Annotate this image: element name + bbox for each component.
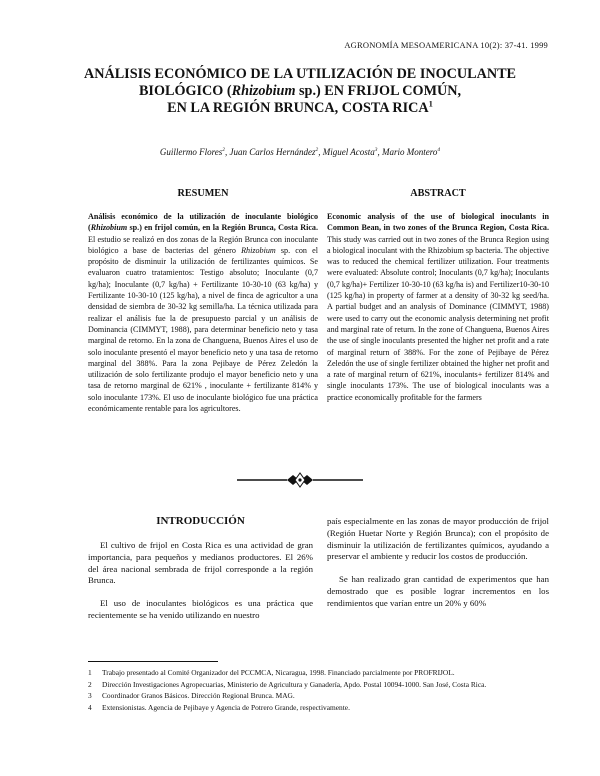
author: Mario Montero$^4$: [381, 147, 441, 157]
footnote: 4 Extensionistas. Agencia de Pejibaye y Agencia de Potrero Grande, respectivamente.: [88, 702, 350, 712]
resumen-body: Análisis económico de la utilización de inoculante biológico (Rhizobium sp.) en frijol común, en la Región Brunca, Costa Rica. El estudio se realizó en dos zonas de la Región Brunca con inoculante biológico a base de bacterias del género Rhizobium sp. con el propósito de disminuir la utilización de fertilizantes químicos. Se evaluaron cuatro tratamientos: Testigo absoluto; Inoculante (0,7 kg/ha); Inoculante (0,7 kg/ha) + Fertilizante 10-30-10 (63 kg/ha) y Fertilizante 10-30-10 (125 kg/ha), a nivel de finca de agricultor a una densidad de siembra de 30-32 kg semilla/ha. La técnica utilizada para realizar el análisis fue la de presupuesto parcial y un análisis de Dominancia (CIMMYT, 1988), para determinar beneficio neto y tasa marginal de retorno. En la zona de Changuena, Buenos Aires el uso de solo inoculante presentó el mayor beneficio neto y una tasa de retorno marginal del 388%. Para la zona Pejibaye de Pérez Zeledón la utilización de solo fertilizante produjo el mayor beneficio neto y una tasa de retorno marginal de 621% , inoculante + fertilizante 814% y solo inoculante 173%. El uso de inoculante biológico fue una práctica económicamente rentable para los agricultores.: [88, 212, 318, 414]
introduccion-heading: INTRODUCCIÓN: [156, 515, 245, 527]
intro-column-right: [327, 516, 549, 610]
abstract-heading: ABSTRACT: [410, 188, 466, 199]
running-header: AGRONOMÍA MESOAMERICANA 10(2): 37-41. 1999: [344, 40, 548, 50]
author: Miguel Acosta$^3$,: [322, 147, 382, 157]
intro-paragraph: Se han realizado gran cantidad de experimentos que han demostrado que es posible lograr incrementos en los rendimientos que varían entre un 20% y 60%: [327, 574, 549, 608]
ornament-divider-icon: [225, 470, 375, 490]
resumen-heading: RESUMEN: [177, 188, 229, 199]
footnote: 3 Coordinador Granos Básicos. Dirección Regional Brunca. MAG.: [88, 691, 295, 701]
intro-column-left: [88, 540, 313, 622]
title-line-2: BIOLÓGICO (Rhizobium sp.) EN FRIJOL COMÚN,: [138, 83, 462, 99]
intro-paragraph: El cultivo de frijol en Costa Rica es una actividad de gran importancia, para pequeños y medianos productores. El 26% del área nacional sembrada de frijol corresponde a la región Brunca.: [88, 540, 313, 586]
footnotes: [88, 667, 548, 713]
footnote: 1 Trabajo presentado al Comité Organizador del PCCMCA, Nicaragua, 1998. Financiado parcialmente por PROFRIJOL.: [88, 668, 455, 677]
footnote: 2 Dirección Investigaciones Agropecuarias, Ministerio de Agricultura y Ganadería, Apdo. Postal 10094-1000. San José, Costa Rica.: [88, 679, 487, 689]
abstract-lead: Economic analysis of the use of biological inoculants in Common Bean, in two zones of the Brunca Region, Costa Rica.: [327, 212, 549, 233]
title-line-3: EN LA REGIÓN BRUNCA, COSTA RICA$^1$: [167, 98, 433, 116]
title-line-1: ANÁLISIS ECONÓMICO DE LA UTILIZACIÓN DE INOCULANTE: [83, 66, 516, 82]
resumen-lead: Análisis económico de la utilización de inoculante biológico (Rhizobium sp.) en frijol común, en la Región Brunca, Costa Rica.: [88, 212, 318, 233]
author: Guillermo Flores$^2$,: [159, 147, 230, 157]
intro-paragraph: El uso de inoculantes biológicos es una práctica que recientemente se ha venido utilizando en nuestro: [88, 598, 313, 620]
author: Juan Carlos Hernández$^2$,: [229, 147, 323, 157]
intro-paragraph: país especialmente en las zonas de mayor producción de frijol (Región Huetar Norte y Región Brunca); con el propósito de disminuir la utilización de fertilizantes químicos, ayudando a preservar el ambiente y reducir los costos de producción.: [327, 516, 549, 562]
abstract-body: Economic analysis of the use of biological inoculants in Common Bean, in two zones of the Brunca Region, Costa Rica. This study was carried out in two zones of the Brunca Region using a biological inoculant with the Rhizobium sp bacteria. The objective was to reduced the chemical fertilizer utilization. Four treatments were evaluated: Absolute control; Inoculants (0,7 kg/ha); Inoculants (0,7 kg/ha)+ Fertilizer 10-30-10 (63 kg/ha is) and Fertilizer10-30-10 (125 kg/ha) in property of farmer at a density of 30-32 kg seed/ha. A partial budget and an analysis of Dominance (CIMMYT, 1988) were used to carry out the economic analysis determining net profit and marginal rate of return. In the zone of Changuena, Buenos Aires the use of single inoculants presented the higher net profit and a rate of marginal return of 388%. For the zone of Pejibaye de Pérez Zeledón the use of single fertilizer obtained the higher net profit and a rate of marginal return of 621%, inoculants+ fertilizer 814% and single inoculants 173%. The use of biological inoculants was a practice economically profitable for the farmers: [327, 212, 549, 402]
paper-title: [60, 66, 540, 117]
footnote-rule: [88, 661, 218, 662]
author-list: [60, 147, 540, 157]
